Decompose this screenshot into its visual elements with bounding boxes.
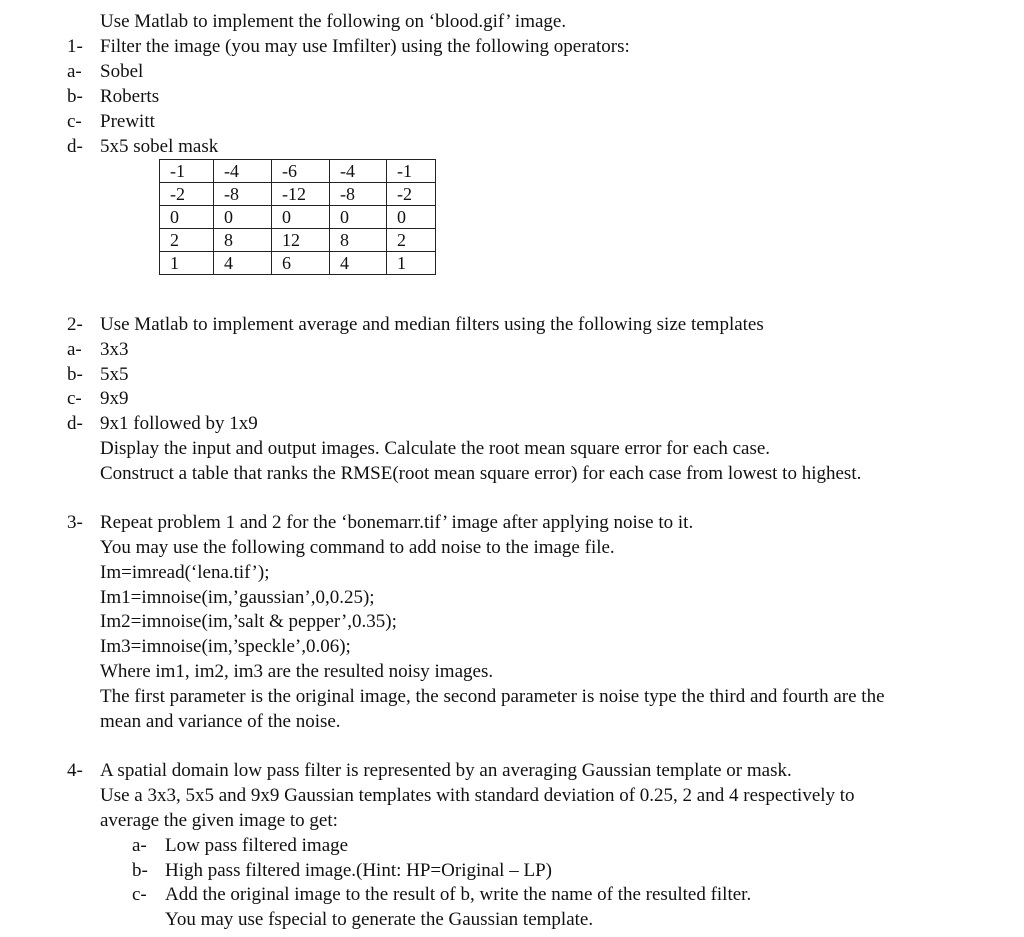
q2-item-b-marker: b-: [67, 364, 83, 385]
q4-item-a-marker: a-: [132, 835, 147, 856]
q4-item-b-text: High pass filtered image.(Hint: HP=Original – LP): [165, 860, 552, 881]
mask-cell: 0: [272, 206, 330, 229]
q2-line-2: Construct a table that ranks the RMSE(root mean square error) for each case from lowest to highest.: [100, 463, 862, 484]
mask-row: [160, 160, 436, 183]
q1-text: Filter the image (you may use Imfilter) using the following operators:: [100, 36, 630, 57]
q3-code-1: Im=imread(‘lena.tif’);: [100, 562, 270, 583]
mask-cell: 1: [387, 252, 436, 275]
mask-row: [160, 229, 436, 252]
q3-text: Repeat problem 1 and 2 for the ‘bonemarr.tif’ image after applying noise to it.: [100, 512, 694, 533]
q4-marker: 4-: [67, 760, 83, 781]
mask-cell: 4: [214, 252, 272, 275]
q3-line-1: You may use the following command to add noise to the image file.: [100, 537, 615, 558]
q1-item-a-marker: a-: [67, 61, 82, 82]
q2-item-c-marker: c-: [67, 388, 82, 409]
mask-cell: 0: [160, 206, 214, 229]
q2-text: Use Matlab to implement average and median filters using the following size templates: [100, 314, 764, 335]
mask-cell: -12: [272, 183, 330, 206]
mask-cell: -8: [214, 183, 272, 206]
sobel-mask-table: [159, 159, 436, 275]
q4-line-1: Use a 3x3, 5x5 and 9x9 Gaussian templates with standard deviation of 0.25, 2 and 4 respectively to: [100, 785, 855, 806]
q1-item-b-marker: b-: [67, 86, 83, 107]
q2-item-c-text: 9x9: [100, 388, 129, 409]
q2-line-1: Display the input and output images. Calculate the root mean square error for each case.: [100, 438, 771, 459]
q2-item-a-text: 3x3: [100, 339, 129, 360]
q3-line-4: mean and variance of the noise.: [100, 711, 341, 732]
q3-marker: 3-: [67, 512, 83, 533]
mask-cell: -8: [330, 183, 387, 206]
mask-cell: 0: [214, 206, 272, 229]
mask-cell: -1: [387, 160, 436, 183]
q1-item-d-marker: d-: [67, 136, 83, 157]
q4-item-c-text: Add the original image to the result of b, write the name of the resulted filter.: [165, 884, 752, 905]
mask-cell: 4: [330, 252, 387, 275]
q2-item-d-text: 9x1 followed by 1x9: [100, 413, 258, 434]
mask-cell: 1: [160, 252, 214, 275]
q1-item-c-text: Prewitt: [100, 111, 155, 132]
q3-code-2: Im1=imnoise(im,’gaussian’,0,0.25);: [100, 587, 375, 608]
q2-item-a-marker: a-: [67, 339, 82, 360]
q3-code-3: Im2=imnoise(im,’salt & pepper’,0.35);: [100, 611, 397, 632]
q1-item-c-marker: c-: [67, 111, 82, 132]
q1-item-b-text: Roberts: [100, 86, 160, 107]
q2-item-d-marker: d-: [67, 413, 83, 434]
q4-item-c-marker: c-: [132, 884, 147, 905]
mask-cell: 2: [160, 229, 214, 252]
q2-item-b-text: 5x5: [100, 364, 129, 385]
mask-row: [160, 183, 436, 206]
q1-item-d-text: 5x5 sobel mask: [100, 136, 219, 157]
mask-cell: 6: [272, 252, 330, 275]
q3-line-2: Where im1, im2, im3 are the resulted noisy images.: [100, 661, 494, 682]
mask-cell: -4: [330, 160, 387, 183]
mask-cell: 2: [387, 229, 436, 252]
q4-item-b-marker: b-: [132, 860, 148, 881]
q4-item-a-text: Low pass filtered image: [165, 835, 349, 856]
mask-cell: 12: [272, 229, 330, 252]
q1-marker: 1-: [67, 36, 83, 57]
mask-cell: 8: [214, 229, 272, 252]
mask-row: [160, 206, 436, 229]
q4-line-2: average the given image to get:: [100, 810, 338, 831]
mask-cell: 0: [330, 206, 387, 229]
q4-text: A spatial domain low pass filter is represented by an averaging Gaussian template or mask.: [100, 760, 792, 781]
mask-row: [160, 252, 436, 275]
mask-cell: -6: [272, 160, 330, 183]
mask-cell: -1: [160, 160, 214, 183]
mask-cell: 0: [387, 206, 436, 229]
mask-cell: -2: [160, 183, 214, 206]
mask-cell: -2: [387, 183, 436, 206]
mask-cell: 8: [330, 229, 387, 252]
mask-cell: -4: [214, 160, 272, 183]
q3-code-4: Im3=imnoise(im,’speckle’,0.06);: [100, 636, 351, 657]
q1-item-a-text: Sobel: [100, 61, 144, 82]
q2-marker: 2-: [67, 314, 83, 335]
q4-line-3: You may use fspecial to generate the Gaussian template.: [165, 909, 594, 930]
intro-text: Use Matlab to implement the following on ‘blood.gif’ image.: [100, 11, 567, 32]
q3-line-3: The first parameter is the original image, the second parameter is noise type the third and fourth are the: [100, 686, 885, 707]
